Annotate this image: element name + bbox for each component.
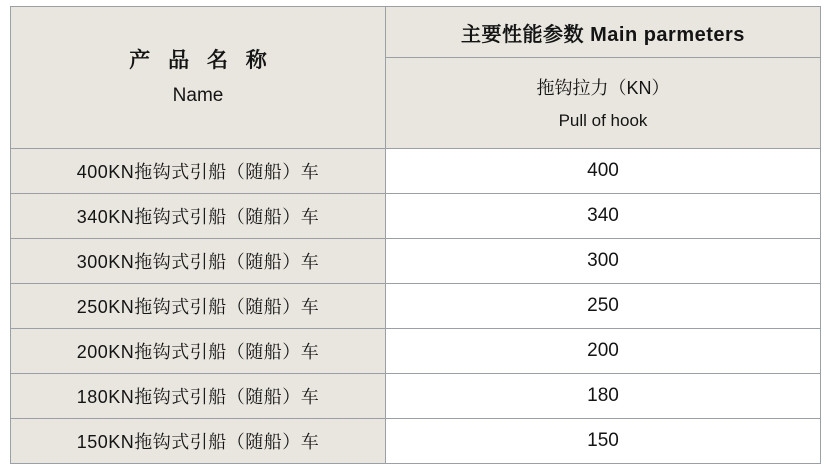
cell-product-name: 400KN拖钩式引船（随船）车	[11, 149, 386, 194]
cell-product-name: 200KN拖钩式引船（随船）车	[11, 329, 386, 374]
cell-pull-value: 180	[386, 374, 821, 419]
header-cell-pull-of-hook	[386, 58, 821, 149]
cell-product-name: 340KN拖钩式引船（随船）车	[11, 194, 386, 239]
header-name-cn: 产 品 名 称	[129, 49, 273, 73]
table-row	[11, 419, 821, 464]
header-param-cn: 拖钩拉力（KN）	[536, 77, 670, 98]
cell-pull-value: 150	[386, 419, 821, 464]
product-spec-table	[10, 6, 821, 464]
table-row	[11, 374, 821, 419]
table-body	[11, 149, 821, 464]
cell-product-name: 150KN拖钩式引船（随船）车	[11, 419, 386, 464]
cell-pull-value: 400	[386, 149, 821, 194]
table-row	[11, 329, 821, 374]
cell-pull-value: 200	[386, 329, 821, 374]
table-row	[11, 149, 821, 194]
table-row	[11, 194, 821, 239]
table-header	[11, 7, 821, 149]
cell-pull-value: 250	[386, 284, 821, 329]
cell-product-name: 250KN拖钩式引船（随船）车	[11, 284, 386, 329]
header-cell-name	[11, 7, 386, 149]
header-name-en: Name	[172, 84, 224, 106]
cell-product-name: 300KN拖钩式引船（随船）车	[11, 239, 386, 284]
cell-pull-value: 300	[386, 239, 821, 284]
header-cell-main-parameters: 主要性能参数 Main parmeters	[386, 7, 821, 58]
cell-pull-value: 340	[386, 194, 821, 239]
cell-product-name: 180KN拖钩式引船（随船）车	[11, 374, 386, 419]
header-param-en: Pull of hook	[558, 110, 648, 130]
table-row	[11, 239, 821, 284]
header-row-top	[11, 7, 821, 58]
table-row	[11, 284, 821, 329]
